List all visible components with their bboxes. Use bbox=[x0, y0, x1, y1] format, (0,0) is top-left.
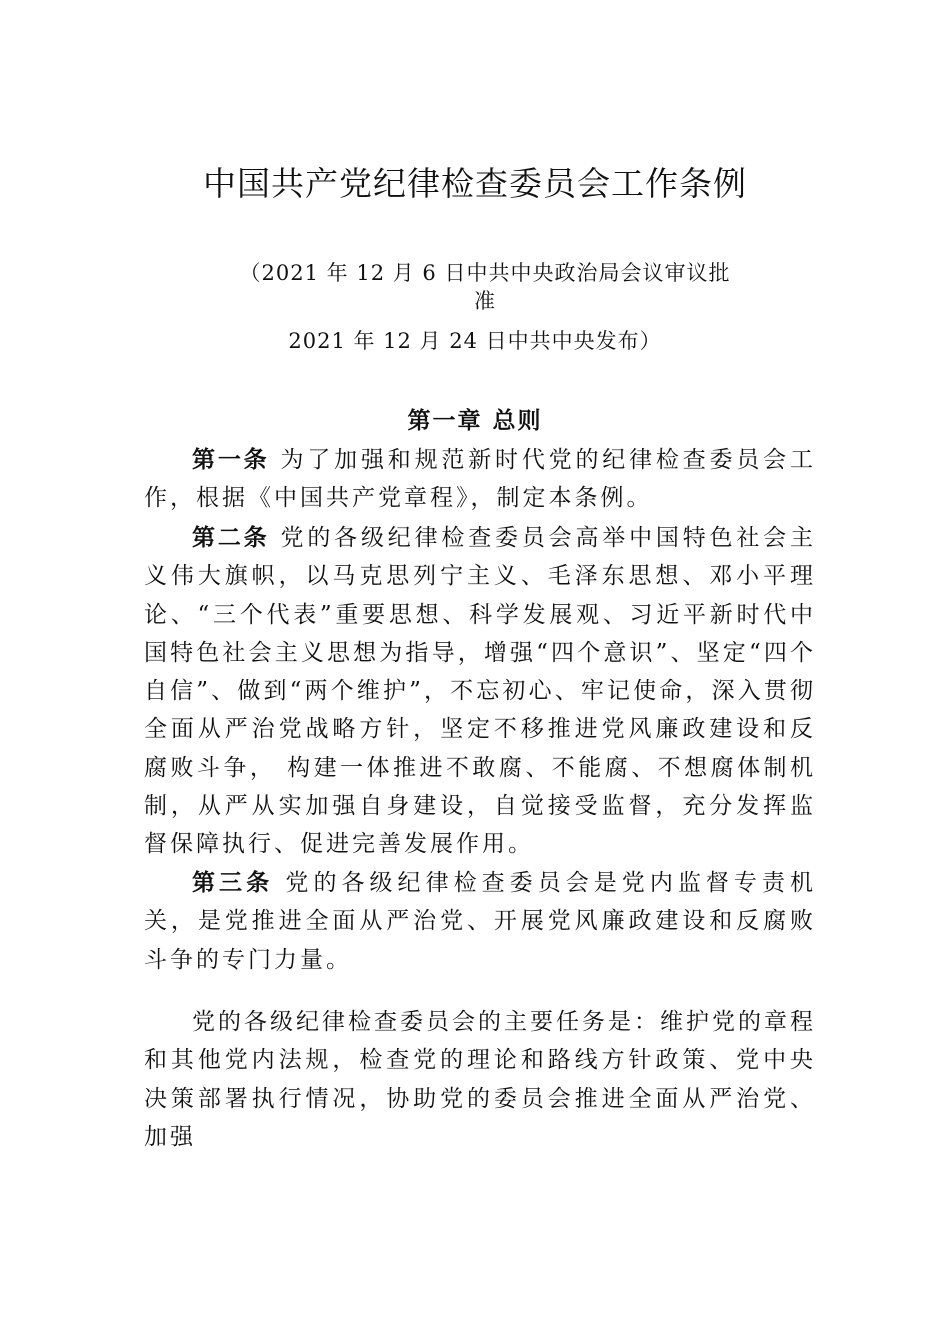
chapter-heading: 第一章 总则 bbox=[407, 408, 543, 434]
article-text: 党的各级纪律检查委员会是党内监督专责机关，是党推进全面从严治党、开展党风廉政建设和反腐败斗争的专门力量。 bbox=[144, 870, 816, 973]
document-title: 中国共产党纪律检查委员会工作条例 bbox=[203, 164, 747, 203]
subtitle-release-line: 2021 年 12 月 24 日中共中央发布） bbox=[288, 329, 662, 353]
article-2 bbox=[144, 519, 816, 864]
article-label: 第一条 bbox=[192, 447, 270, 473]
continuation-paragraph bbox=[144, 1003, 816, 1156]
subtitle-approval-line-wrap: 准 bbox=[474, 289, 496, 313]
article-text: 为了加强和规范新时代党的纪律检查委员会工作，根据《中国共产党章程》，制定本条例。 bbox=[144, 447, 816, 512]
article-label: 第二条 bbox=[192, 525, 270, 551]
subtitle-approval-line: （2021 年 12 月 6 日中共中央政治局会议审议批 bbox=[239, 261, 731, 285]
article-label: 第三条 bbox=[192, 870, 274, 896]
paragraph-text: 党的各级纪律检查委员会的主要任务是：维护党的章程和其他党内法规，检查党的理论和路线方针政策、党中央决策部署执行情况，协助党的委员会推进全面从严治党、加强 bbox=[144, 1009, 816, 1150]
article-1 bbox=[144, 441, 816, 518]
article-text: 党的各级纪律检查委员会高举中国特色社会主义伟大旗帜，以马克思列宁主义、毛泽东思想、邓小平理论、“三个代表”重要思想、科学发展观、习近平新时代中国特色社会主义思想为指导，增强“四个意识”、坚定“四个自信”、做到“两个维护”，不忘初心、牢记使命，深入贯彻全面从严治党战略方针，坚定不移推进党风廉政建设和反腐败斗争， 构建一体推进不敢腐、不能腐、不想腐体制机制，从严从实加强自身建设，自觉接受监督，充分发挥监督保障执行、促进完善发展作用。 bbox=[144, 525, 816, 858]
article-3 bbox=[144, 864, 816, 979]
